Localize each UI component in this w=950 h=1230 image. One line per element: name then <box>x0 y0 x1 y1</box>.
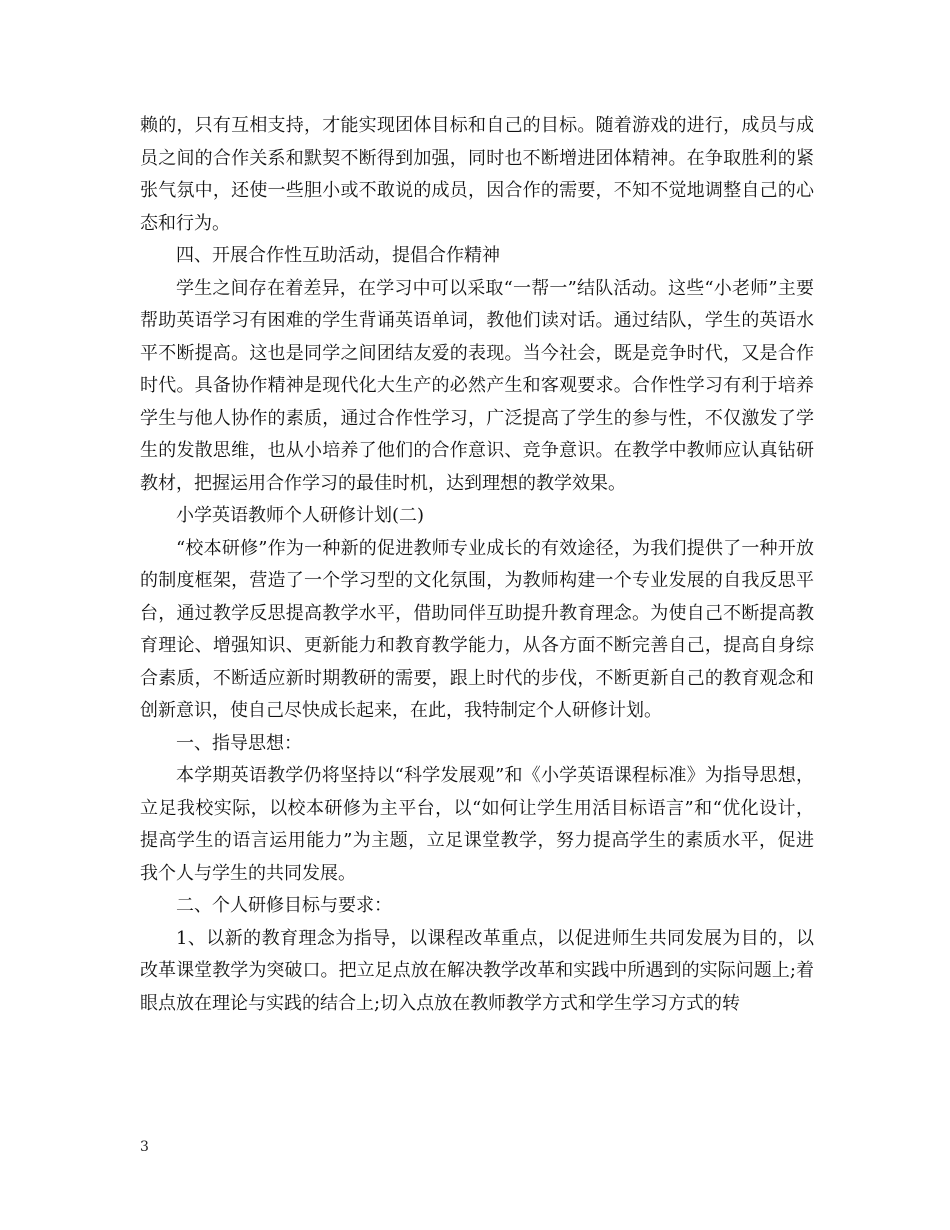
section-heading-4: 四、开展合作性互助活动，提倡合作精神 <box>176 245 500 266</box>
paragraph: 本学期英语教学仍将坚持以“科学发展观”和《小学英语课程标准》为指导思想，立足我校实际，以校本研修为主平台，以“如何让学生用活目标语言”和“优化设计，提高学生的语言运用能力”为主题，立足课堂教学，努力提高学生的素质水平，促进我个人与学生的共同发展。 <box>140 765 814 884</box>
paragraph: 1、以新的教育理念为指导，以课程改革重点，以促进师生共同发展为目的，以改革课堂教学为突破口。把立足点放在解决教学改革和实践中所遇到的实际问题上;着眼点放在理论与实践的结合上;切入点放在教师教学方式和学生学习方式的转 <box>140 927 814 1014</box>
page-number: 3 <box>140 1139 149 1155</box>
plan-title: 小学英语教师个人研修计划(二) <box>176 505 425 526</box>
section-heading-1: 一、指导思想： <box>176 732 302 754</box>
document-body <box>140 110 814 1020</box>
paragraph-continued: 赖的，只有互相支持，才能实现团体目标和自己的目标。随着游戏的进行，成员与成员之间的合作关系和默契不断得到加强，同时也不断增进团体精神。在争取胜利的紧张气氛中，还使一些胆小或不敢说的成员，因合作的需要，不知不觉地调整自己的心态和行为。 <box>140 115 814 234</box>
paragraph: 学生之间存在着差异，在学习中可以采取“一帮一”结队活动。这些“小老师”主要帮助英语学习有困难的学生背诵英语单词，教他们读对话。通过结队，学生的英语水平不断提高。这也是同学之间团结友爱的表现。当今社会，既是竞争时代，又是合作时代。具备协作精神是现代化大生产的必然产生和客观要求。合作性学习有利于培养学生与他人协作的素质，通过合作性学习，广泛提高了学生的参与性，不仅激发了学生的发散思维，也从小培养了他们的合作意识、竞争意识。在教学中教师应认真钻研教材，把握运用合作学习的最佳时机，达到理想的教学效果。 <box>140 277 814 494</box>
paragraph: “校本研修”作为一种新的促进教师专业成长的有效途径，为我们提供了一种开放的制度框架，营造了一个学习型的文化氛围，为教师构建一个专业发展的自我反思平台，通过教学反思提高教学水平，借助同伴互助提升教育理念。为使自己不断提高教育理论、增强知识、更新能力和教育教学能力，从各方面不断完善自己，提高自身综合素质，不断适应新时期教研的需要，跟上时代的步伐，不断更新自己的教育观念和创新意识，使自己尽快成长起来，在此，我特制定个人研修计划。 <box>140 537 814 721</box>
section-heading-2: 二、个人研修目标与要求： <box>176 895 392 916</box>
